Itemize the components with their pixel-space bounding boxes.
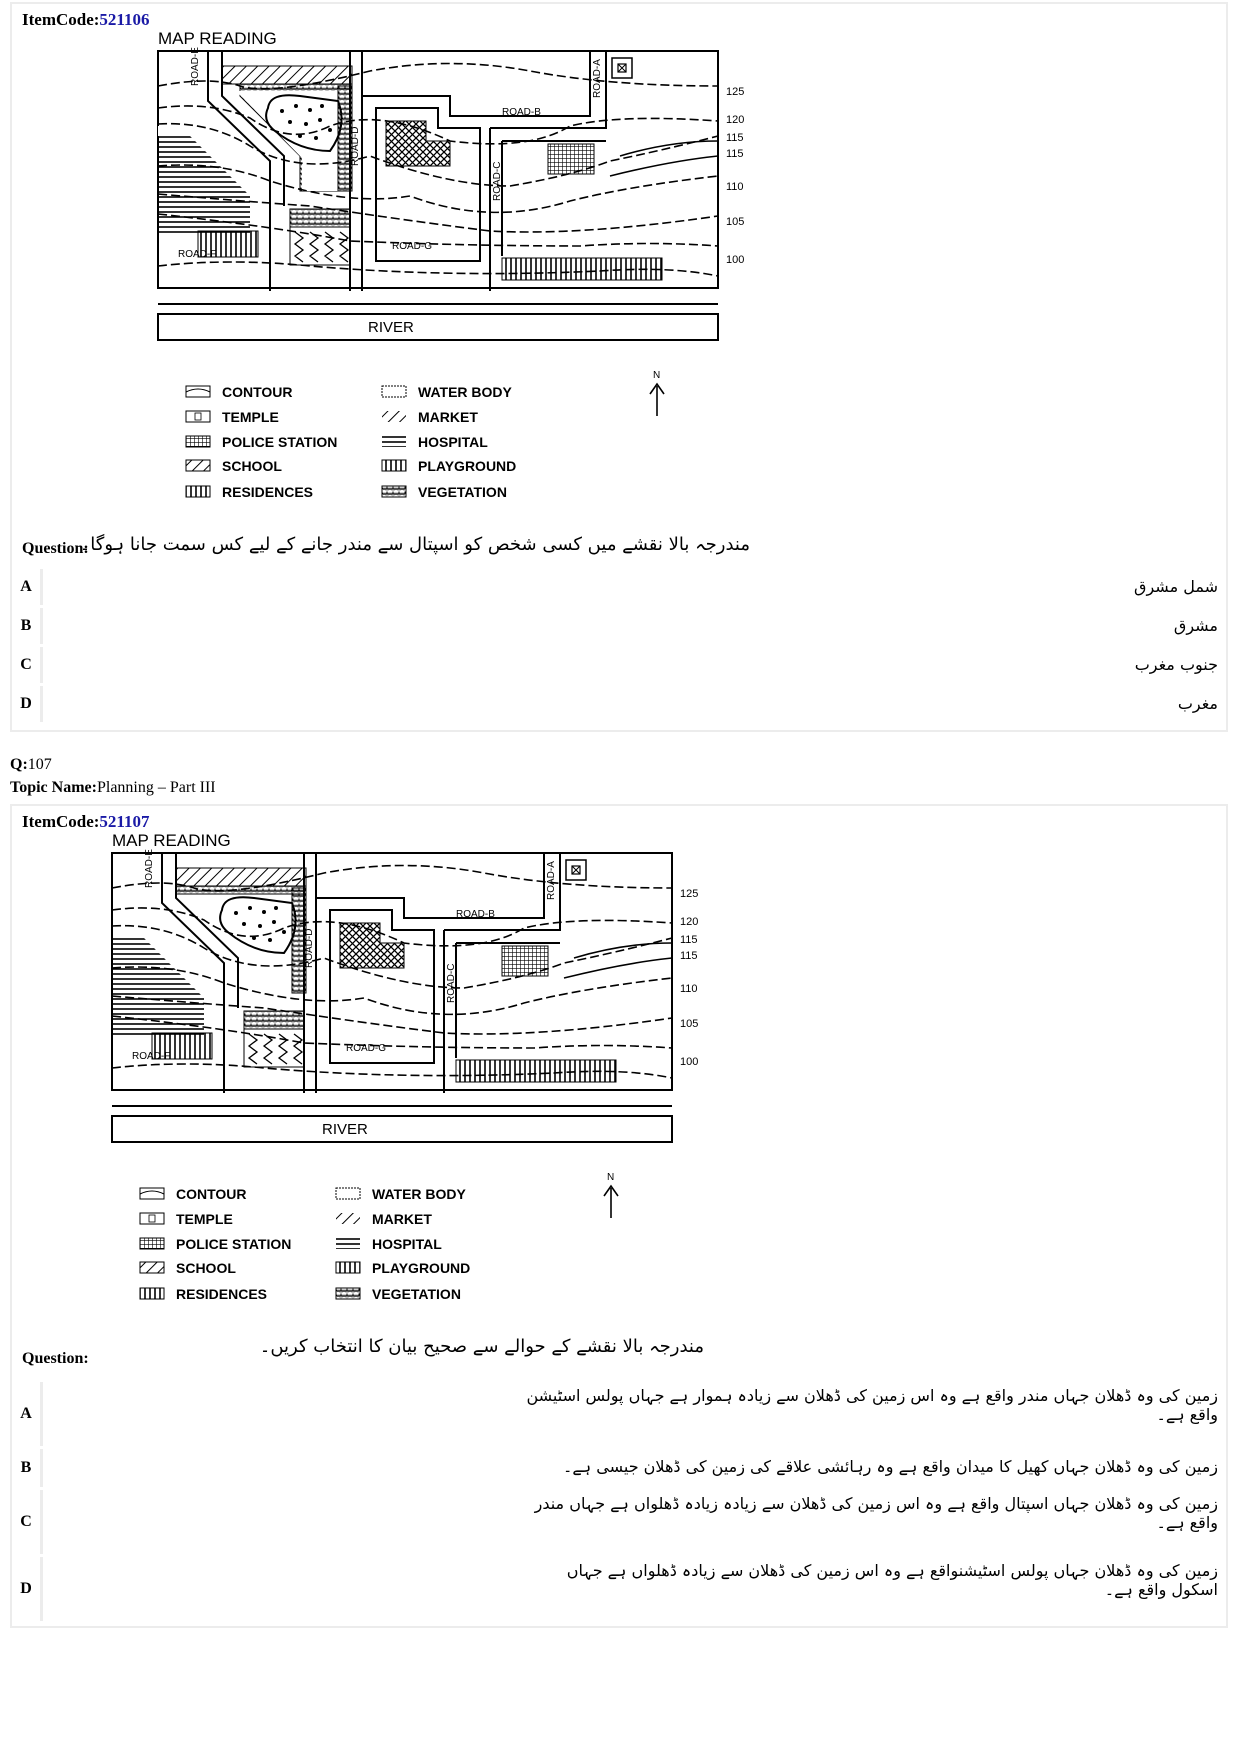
question-text: مندرجہ بالا نقشے میں کسی شخص کو اسپتال سے مندر جانے کے لیے کس سمت جانا ہوگا۔ [79,534,750,555]
contour-label: 115 [680,934,698,946]
contour-label: 115 [726,148,744,160]
question-block-521106 [10,2,1228,732]
legend-item: MARKET [372,1211,432,1227]
road-label: ROAD-G [346,1043,386,1054]
road-label: ROAD-B [456,909,495,920]
option-text: مشرق [1173,616,1218,635]
contour-label: 115 [726,132,744,144]
legend-item: PLAYGROUND [372,1260,471,1276]
contour-label: 115 [680,950,698,962]
road-label: ROAD-C [492,161,503,201]
option-label: A [12,1382,40,1446]
legend-item: VEGETATION [418,484,507,500]
river-label: RIVER [322,1121,368,1138]
option-label: B [12,1449,40,1487]
option-c[interactable] [12,647,1226,683]
legend-item: VEGETATION [372,1286,461,1302]
legend-item: HOSPITAL [418,434,488,450]
contour-label: 100 [726,254,745,266]
legend-item: POLICE STATION [222,434,338,450]
option-text: واقع ہے۔ [1156,1513,1218,1532]
option-label: B [12,608,40,644]
legend-item: WATER BODY [418,384,512,400]
question-text: مندرجہ بالا نقشے کے حوالے سے صحیح بیان کا انتخاب کریں۔ [259,1336,704,1357]
question-label: Question: [22,540,89,557]
legend-item: RESIDENCES [176,1286,268,1302]
question-number: Q:107 [10,756,52,773]
road-label: ROAD-A [546,861,557,900]
legend-item: HOSPITAL [372,1236,442,1252]
question-label: Question: [22,1350,89,1367]
north-label: N [607,1172,615,1183]
option-text: زمین کی وہ ڈھلان جہاں پولس اسٹیشنواقع ہے وہ اس زمین کی ڈھلان سے زیادہ ڈھلواں ہے جہاں [566,1561,1218,1580]
question-panel [12,4,1226,730]
map-title: MAP READING [158,29,277,48]
question-block-521107 [10,804,1228,1628]
legend-item: TEMPLE [222,409,279,425]
question-panel [12,806,1226,1626]
option-text: مغرب [1177,694,1218,713]
item-code: ItemCode:521106 [22,10,150,29]
road-label: ROAD-B [502,107,541,118]
option-label: A [12,569,40,605]
map-title: MAP READING [112,831,231,850]
contour-label: 120 [680,916,699,928]
legend-item: CONTOUR [176,1186,247,1202]
road-label: ROAD-E [144,849,155,888]
legend-item: POLICE STATION [176,1236,292,1252]
option-text: زمین کی وہ ڈھلان جہاں کھیل کا میدان واقع ہے وہ رہائشی علاقے کی زمین کی ڈھلان جیسی ہے۔ [563,1457,1218,1476]
item-code: ItemCode:521107 [22,812,150,831]
road-label: ROAD-C [446,963,457,1003]
road-label: ROAD-F [178,249,217,260]
option-c[interactable] [12,1490,1226,1554]
option-b[interactable] [12,608,1226,644]
option-b[interactable] [12,1449,1226,1487]
contour-label: 110 [726,181,744,193]
contour-label: 110 [680,983,698,995]
legend-item: MARKET [418,409,478,425]
option-label: D [12,686,40,722]
road-label: ROAD-G [392,241,432,252]
road-label: ROAD-D [304,928,315,968]
legend-item: RESIDENCES [222,484,314,500]
option-text: جنوب مغرب [1134,655,1218,674]
legend-item: TEMPLE [176,1211,233,1227]
map-reading-figure [150,26,750,506]
map-reading-figure [104,828,704,1308]
road-label: ROAD-A [592,59,603,98]
option-text: اسکول واقع ہے۔ [1104,1580,1218,1599]
map-diagram [158,29,744,500]
option-a[interactable] [12,1382,1226,1446]
topic-name: Topic Name:Planning – Part III [10,779,216,796]
north-label: N [653,370,661,381]
contour-label: 100 [680,1056,699,1068]
option-text: زمین کی وہ ڈھلان جہاں مندر واقع ہے وہ اس زمین کی ڈھلان سے زیادہ ہموار ہے جہاں پولس اسٹیشن [526,1386,1218,1405]
road-label: ROAD-E [190,47,201,86]
option-d[interactable] [12,686,1226,722]
option-a[interactable] [12,569,1226,605]
legend-item: CONTOUR [222,384,293,400]
option-d[interactable] [12,1557,1226,1621]
contour-label: 125 [726,86,745,98]
road-label: ROAD-D [350,126,361,166]
road-label: ROAD-F [132,1051,171,1062]
option-label: C [12,647,40,683]
legend-item: SCHOOL [176,1260,236,1276]
contour-label: 105 [680,1018,699,1030]
legend-item: WATER BODY [372,1186,466,1202]
river-label: RIVER [368,319,414,336]
option-text: زمین کی وہ ڈھلان جہاں اسپتال واقع ہے وہ اس زمین کی ڈھلان سے زیادہ زیادہ ڈھلواں ہے جہاں مندر [534,1494,1218,1513]
contour-label: 120 [726,114,745,126]
option-label: C [12,1490,40,1554]
option-text: واقع ہے۔ [1156,1405,1218,1424]
legend-item: SCHOOL [222,458,282,474]
contour-label: 105 [726,216,745,228]
option-label: D [12,1557,40,1621]
option-text: شمل مشرق [1134,577,1218,596]
contour-label: 125 [680,888,699,900]
legend-item: PLAYGROUND [418,458,517,474]
